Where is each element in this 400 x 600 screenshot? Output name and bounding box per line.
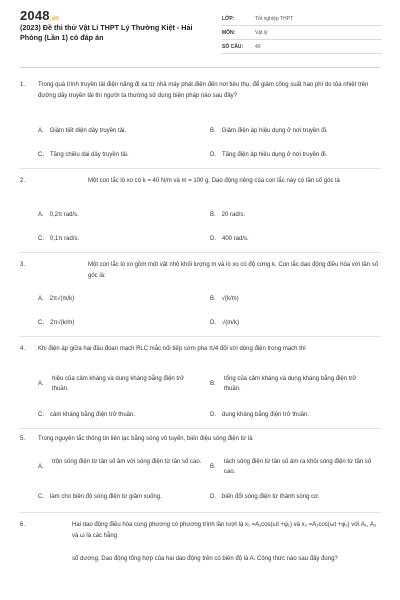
meta-value: Tốt nghiệp THPT — [255, 15, 293, 22]
option-text: tổng của cảm kháng và dung kháng bằng điện trở thuần. — [224, 376, 357, 392]
header — [0, 0, 400, 58]
option-b[interactable]: B. Giảm điện áp hiệu dụng ở nơi truyền đi. — [210, 128, 328, 134]
option-text: 2π√(k/m) — [50, 320, 75, 326]
page: 2048.vn (2023) Đề thi thử Vật Lí THPT Lý Thường Kiệt - Hải Phòng (Lần 1) có đáp án LỚP: Tốt nghiệp THPT MÔN: Vật lý SỐ CÂU: 40 1. Trong quá trình truyền tải điện năng đi xa từ nhà máy phát điện đến nơi tiêu thụ, để giảm công suất hao phí do tỏa nhiệt trên đường dây truyền tải thì người ta thường sử dụng biện pháp nào sau đây? A. Giảm tiết diện dây truyền tải. B. Giảm điện áp hiệu dụng ở nơi truyền đi. C. Tăng chiều dài dây truyền tải. D. Tăng điện áp hiệu dụng ở nơi truyền đi. 2. Một con lắc lò xo có k = 40 N/m và m = 100 g. Dao động riêng của con lắc này có tần số góc là A. 0,2π rad/s. B. 20 rad/s. C. 0,1π rad/s. D. 400 rad/s. 3. Một con lắc lò xo gồm một vật nhỏ khối lượng m và lò xo có độ cứng k. Con lắc dao động điều hòa với tần số góc là: A. 2π√(m/k) B. √(k/m) C. 2π√(k/m) D. √(m/k) 4. Khi điện áp giữa hai đầu đoạn mạch RLC mắc nối tiếp sớm pha π/4 đối với dòng điện trong mạch thì A. hiệu của cảm kháng và dung kháng bằng điện trở thuần. B. tổng của cảm kháng và dung kháng bằng điện trở thuần. C. cảm kháng bằng điện trở thuần. D. dung kháng bằng điện trở thuần. 5. Trong nguyên tắc thông tin liên lạc bằng sóng vô tuyến, biến điệu sóng điện từ là A. trộn sóng điện từ tần số âm với sóng điện từ tần số cao. B. tách sóng điện từ tần số âm ra khỏi sóng điện từ tần số cao. C. làm cho biên độ sóng điện từ giảm xuống. D. biến đổi sóng điện từ thành sóng cơ. 6. Hai dao động điều hòa cùng phương có phương trình lần lượt là x₁ =A₁cos(ωt +φ₁) và x₂ =A₂cos(ωt +φ₂) với A₁, A₂ và ω là các hằng số dương. Dao động tổng hợp của hai dao động trên có biên độ là A. Công thức nào sau đây đúng? — [0, 0, 400, 600]
question-divider — [20, 336, 380, 337]
option-text: √(m/k) — [222, 320, 239, 326]
question-divider — [20, 168, 380, 169]
question-number: 4. — [20, 346, 26, 352]
option-d[interactable]: D. biến đổi sóng điện từ thành sóng cơ. — [210, 494, 320, 500]
option-d[interactable]: D. dung kháng bằng điện trở thuần. — [210, 412, 310, 418]
option-a[interactable]: A. 0,2π rad/s. — [38, 212, 79, 218]
question-stem-continued: số dương. Dao động tổng hợp của hai dao động trên có biên độ là A. Công thức nào sau đây đúng? — [72, 556, 338, 562]
question-stem: Trong nguyên tắc thông tin liên lạc bằng sóng vô tuyến, biến điệu sóng điện từ là — [38, 436, 253, 442]
meta-row-subject — [222, 26, 382, 40]
meta-label: SỐ CÂU: — [222, 43, 244, 50]
option-text: Tăng điện áp hiệu dụng ở nơi truyền đi. — [222, 152, 328, 158]
option-text: 0,2π rad/s. — [49, 212, 79, 218]
meta-row-class — [222, 12, 382, 26]
option-b[interactable]: B. √(k/m) — [210, 296, 239, 302]
meta-label: MÔN: — [222, 29, 236, 36]
question-stem: Hai dao động điều hòa cùng phương có phương trình lần lượt là x₁ =A₁cos(ωt +φ₁) và x₂ =A₂cos(ωt +φ₂) với A₁, A₂ và ω là các hằng — [72, 522, 377, 539]
option-text: trộn sóng điện từ tần số âm với sóng điện từ tần số cao. — [52, 459, 202, 465]
question-divider — [20, 512, 380, 513]
question-stem: Khi điện áp giữa hai đầu đoạn mạch RLC mắc nối tiếp sớm pha π/4 đối với dòng điện trong mạch thì — [38, 346, 306, 352]
option-a[interactable]: A. Giảm tiết diện dây truyền tải. — [38, 128, 127, 134]
logo-text: 2048 — [20, 8, 50, 23]
option-text: dung kháng bằng điện trở thuần. — [222, 412, 310, 418]
option-c[interactable]: C. cảm kháng bằng điện trở thuần. — [38, 412, 135, 418]
meta-value: Vật lý — [255, 29, 268, 36]
option-text: hiệu của cảm kháng và dung kháng bằng điện trở thuần. — [52, 376, 185, 392]
option-text: cảm kháng bằng điện trở thuần. — [50, 412, 135, 418]
option-d[interactable]: D. √(m/k) — [210, 320, 239, 326]
option-text: biến đổi sóng điện từ thành sóng cơ. — [222, 494, 320, 500]
option-c[interactable]: C. 0,1π rad/s. — [38, 236, 80, 242]
question-stem: Trong quá trình truyền tải điện năng đi xa từ nhà máy phát điện đến nơi tiêu thụ, để giảm công suất hao phí do tỏa nhiệt trên đường dây truyền tải thì người ta thường sử dụng biện pháp nào sau đây? — [38, 82, 369, 99]
page-title: (2023) Đề thi thử Vật Lí THPT Lý Thường Kiệt - Hải Phòng (Lần 1) có đáp án — [20, 23, 193, 42]
question-number: 5. — [20, 436, 26, 442]
option-c[interactable]: C. làm cho biên độ sóng điện từ giảm xuống. — [38, 494, 162, 500]
option-c[interactable]: C. 2π√(k/m) — [38, 320, 75, 326]
question-number: 3. — [20, 262, 26, 268]
option-d[interactable]: D. Tăng điện áp hiệu dụng ở nơi truyền đi. — [210, 152, 328, 158]
option-c[interactable]: C. Tăng chiều dài dây truyền tải. — [38, 152, 129, 158]
meta-label: LỚP: — [222, 15, 235, 22]
option-text: tách sóng điện từ tần số âm ra khỏi sóng điện từ tần số cao. — [224, 459, 372, 475]
option-text: Tăng chiều dài dây truyền tải. — [50, 152, 129, 158]
option-text: 400 rad/s. — [222, 236, 249, 242]
meta-value: 40 — [255, 43, 261, 50]
logo-suffix: .vn — [49, 16, 60, 22]
option-text: 2π√(m/k) — [49, 296, 75, 302]
option-text: 0,1π rad/s. — [50, 236, 80, 242]
question-stem: Một con lắc lò xo gồm một vật nhỏ khối lượng m và lò xo có độ cứng k. Con lắc dao động điều hòa với tần số góc là: — [88, 262, 379, 279]
question-stem: Một con lắc lò xo có k = 40 N/m và m = 100 g. Dao động riêng của con lắc này có tần số góc là — [88, 178, 340, 184]
option-d[interactable]: D. 400 rad/s. — [210, 236, 249, 242]
option-text: 20 rad/s. — [221, 212, 246, 218]
option-b[interactable]: B. 20 rad/s. — [210, 212, 246, 218]
question-number: 2. — [20, 178, 26, 184]
question-number: 1. — [20, 82, 26, 88]
meta-table — [222, 12, 382, 54]
option-text: Giảm điện áp hiệu dụng ở nơi truyền đi. — [221, 128, 328, 134]
question-number: 6. — [20, 522, 26, 528]
option-text: Giảm tiết diện dây truyền tải. — [49, 128, 127, 134]
question-divider — [20, 428, 380, 429]
option-text: √(k/m) — [221, 296, 239, 302]
header-divider — [20, 67, 380, 68]
site-logo[interactable] — [20, 8, 59, 23]
meta-row-count — [222, 40, 382, 54]
option-a[interactable]: A. 2π√(m/k) — [38, 296, 75, 302]
question-divider — [20, 252, 380, 253]
option-text: làm cho biên độ sóng điện từ giảm xuống. — [50, 494, 162, 500]
